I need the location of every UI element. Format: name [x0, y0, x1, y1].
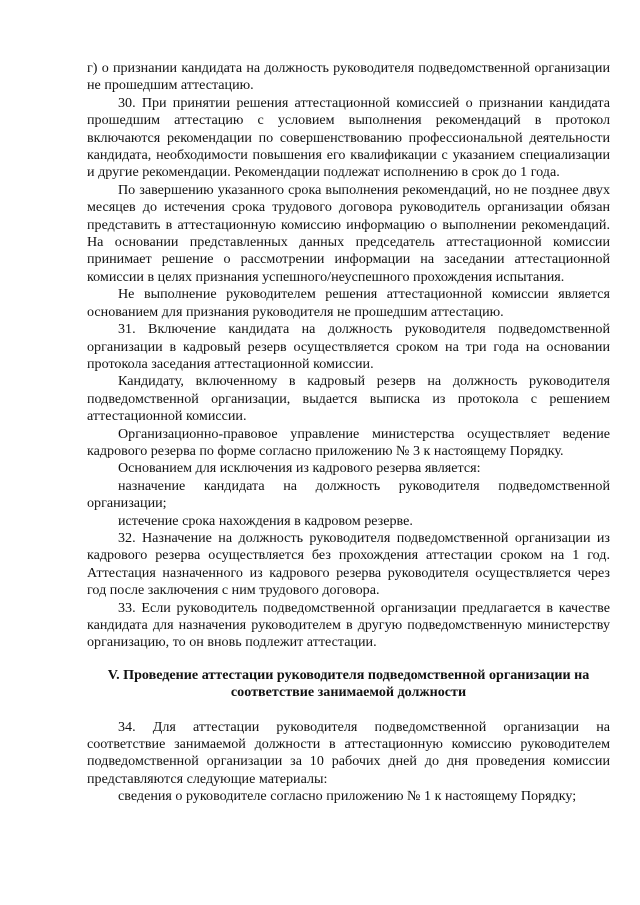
section-heading: V. Проведение аттестации руководителя подведомственной организации на соответствие занимаемой должности — [107, 666, 590, 701]
paragraph-item-g: г) о признании кандидата на должность руководителя подведомственной организации не прошедшим аттестацию. — [87, 60, 610, 94]
paragraph-31: 31. Включение кандидата на должность руководителя подведомственной организации в кадровый резерв осуществляется сроком на три года на основании протокола заседания аттестационной комиссии. — [87, 321, 610, 372]
document-page — [87, 60, 610, 806]
paragraph-30-deadline: По завершению указанного срока выполнения рекомендаций, но не позднее двух месяцев до истечения срока трудового договора руководитель организации обязан представить в аттестационную комиссию информацию о выполнении рекомендаций. На основании представленных данных председатель аттестационной комиссии принимает решение о рассмотрении информации на заседании аттестационной комиссии в целях признания успешного/неуспешного прохождения испытания. — [87, 181, 610, 285]
paragraph-31-exclusion-appointment: назначение кандидата на должность руководителя подведомственной организации; — [87, 477, 610, 512]
paragraph-34-item: сведения о руководителе согласно приложению № 1 к настоящему Порядку; — [118, 788, 577, 805]
paragraph-32: 32. Назначение на должность руководителя подведомственной организации из кадрового резерва осуществляется без прохождения аттестации сроком на 1 год. Аттестация назначенного из кадрового резерва руководителя осуществляется через год после заключения с ним трудового договора. — [87, 529, 610, 599]
paragraph-31-exclusion-expiry: истечение срока нахождения в кадровом резерве. — [118, 512, 413, 529]
paragraph-33: 33. Если руководитель подведомственной организации предлагается в качестве кандидата для назначения руководителем в другую подведомственную министерству организацию, то он вновь подлежит аттестации. — [87, 599, 610, 651]
paragraph-31-reserve-management: Организационно-правовое управление министерства осуществляет ведение кадрового резерва по форме согласно приложению № 3 к настоящему Порядку. — [87, 425, 610, 459]
paragraph-31-exclusion-basis: Основанием для исключения из кадрового резерва является: — [118, 460, 481, 477]
paragraph-34: 34. Для аттестации руководителя подведомственной организации на соответствие занимаемой должности в аттестационную комиссию руководителем подведомственной организации за 10 рабочих дней до дня проведения комиссии представляются следующие материалы: — [87, 718, 610, 787]
paragraph-31-extract: Кандидату, включенному в кадровый резерв на должность руководителя подведомственной организации, выдается выписка из протокола с решением аттестационной комиссии. — [87, 373, 610, 425]
paragraph-30: 30. При принятии решения аттестационной комиссией о признании кандидата прошедшим аттестацию с условием выполнения рекомендаций в протокол включаются рекомендации по совершенствованию профессиональной деятельности кандидата, необходимости повышения его квалификации с указанием специализации и другие рекомендации. Рекомендации подлежат исполнению в срок до 1 года. — [87, 94, 610, 181]
paragraph-30-failure: Не выполнение руководителем решения аттестационной комиссии является основанием для признания руководителя не прошедшим аттестацию. — [87, 286, 610, 320]
